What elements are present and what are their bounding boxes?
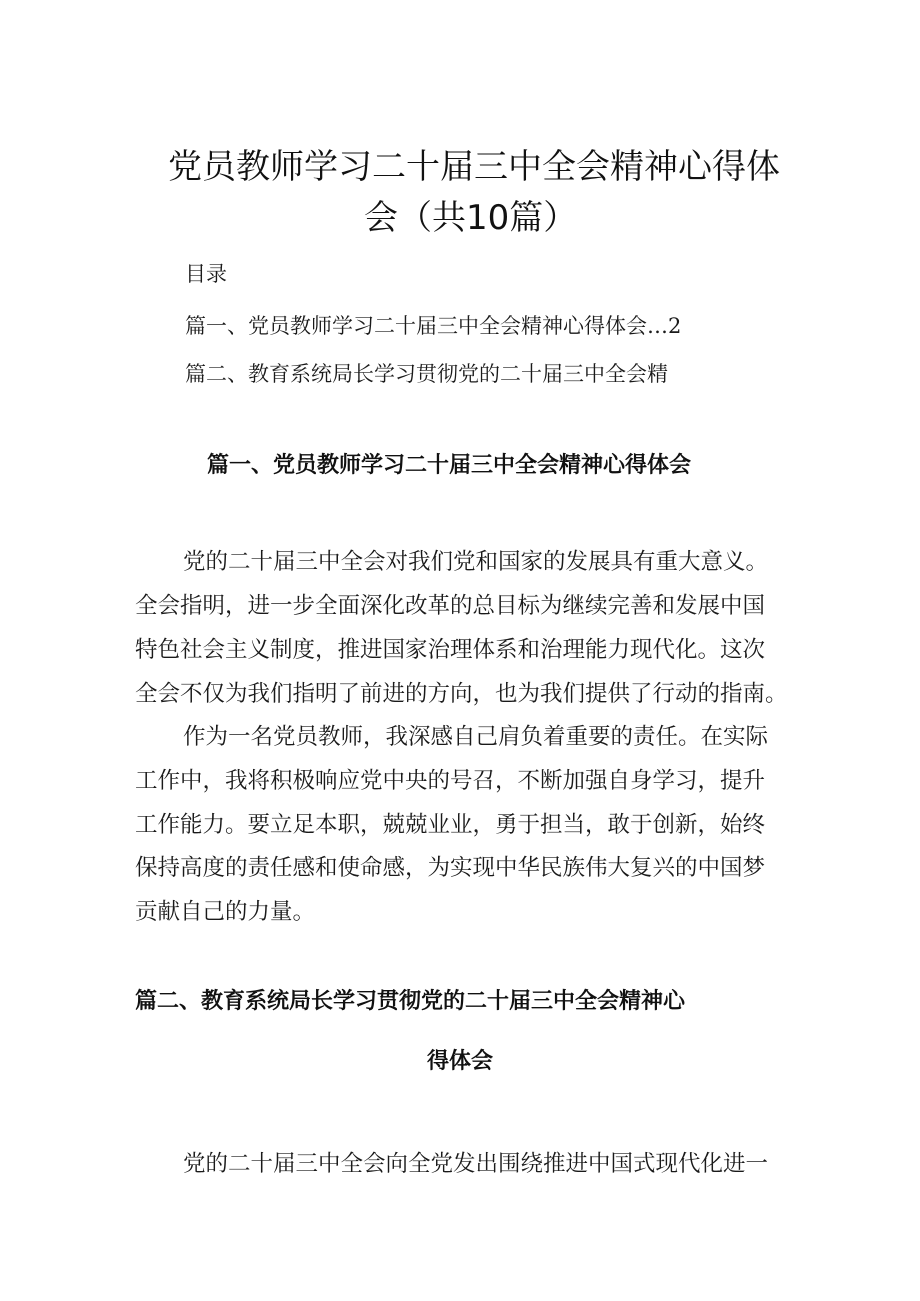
section-1-line-5: 作为一名党员教师，我深感自己肩负着重要的责任。在实际 [183,724,769,750]
section-1-line-1: 党的二十届三中全会对我们党和国家的发展具有重大意义。 [183,549,769,575]
section-2-heading-line-1: 篇二、教育系统局长学习贯彻党的二十届三中全会精神心 [135,989,686,1014]
section-2-heading-line-2: 得体会 [427,1049,494,1074]
section-1-line-9: 贡献自己的力量。 [135,899,316,925]
section-1-line-6: 工作中，我将积极响应党中央的号召，不断加强自身学习，提升 [135,768,766,794]
toc-entry-2: 篇二、教育系统局长学习贯彻党的二十届三中全会精 [185,362,668,386]
section-1-heading: 篇一、党员教师学习二十届三中全会精神心得体会 [207,453,692,478]
document-title-line-1: 党员教师学习二十届三中全会精神心得体 [168,147,780,187]
section-1-line-4: 全会不仅为我们指明了前进的方向，也为我们提供了行动的指南。 [135,681,788,707]
section-1-line-2: 全会指明，进一步全面深化改革的总目标为继续完善和发展中国 [135,593,766,619]
toc-label: 目录 [185,262,227,286]
toc-entry-1: 篇一、党员教师学习二十届三中全会精神心得体会…2 [185,314,682,338]
section-2-line-1: 党的二十届三中全会向全党发出围绕推进中国式现代化进一 [183,1151,769,1177]
section-1-line-8: 保持高度的责任感和使命感，为实现中华民族伟大复兴的中国梦 [135,855,766,881]
section-1-line-7: 工作能力。要立足本职，兢兢业业，勇于担当，敢于创新，始终 [135,812,766,838]
document-title-line-2: 会（共10篇） [364,198,578,238]
section-1-line-3: 特色社会主义制度，推进国家治理体系和治理能力现代化。这次 [135,637,766,663]
